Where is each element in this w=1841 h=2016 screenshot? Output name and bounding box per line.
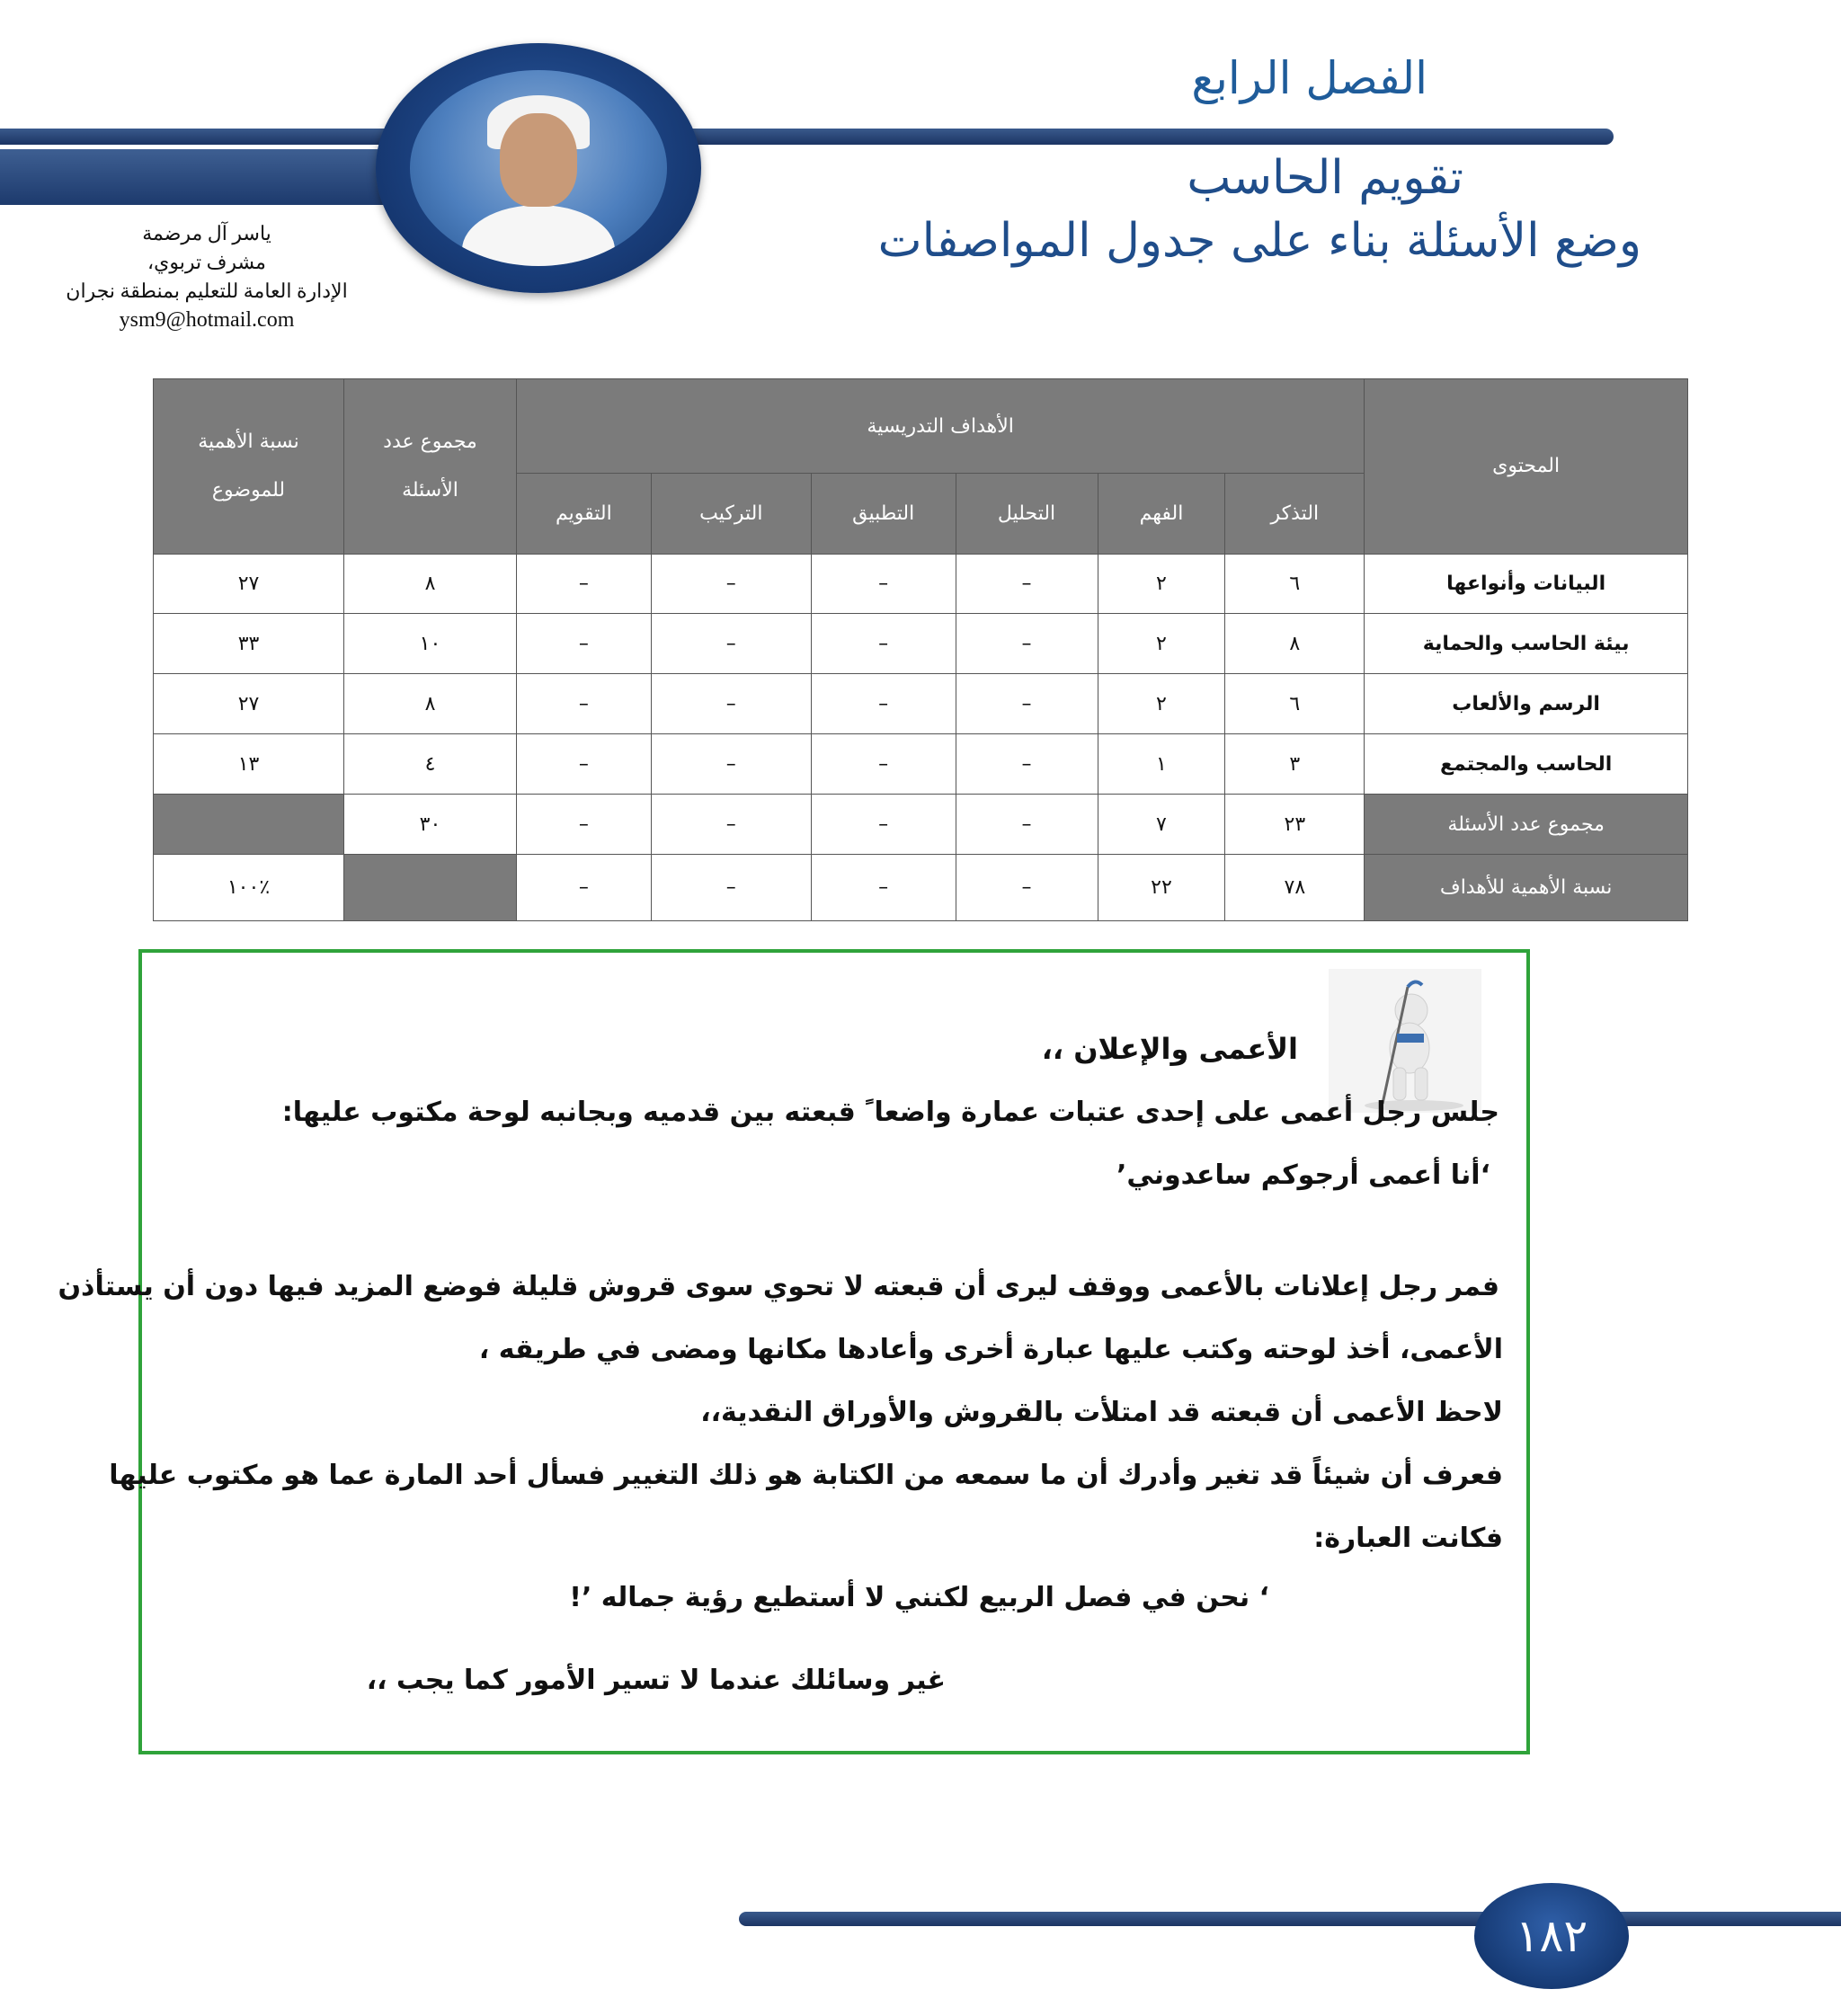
table-cell: – bbox=[811, 854, 956, 920]
table-cell: ٣٣ bbox=[154, 614, 344, 674]
author-role: مشرف تربوي، bbox=[147, 251, 266, 273]
table-cell: ٦ bbox=[1225, 674, 1365, 734]
header-importance bbox=[154, 379, 344, 555]
table-cell: ١٠ bbox=[344, 614, 517, 674]
author-portrait bbox=[376, 43, 701, 293]
row-label: الرسم والألعاب bbox=[1365, 674, 1688, 734]
table-cell: – bbox=[516, 674, 651, 734]
story-line: فمر رجل إعلانات بالأعمى ووقف ليرى أن قبعته لا تحوي سوى قروش قليلة فوضع المزيد فيها دون أن يستأذن bbox=[58, 1271, 1499, 1302]
header-objective: التذكر bbox=[1225, 474, 1365, 554]
story-line: ‘أنا أعمى أرجوكم ساعدوني’ bbox=[1116, 1159, 1490, 1191]
sum-row bbox=[154, 795, 1688, 855]
table-cell: – bbox=[516, 554, 651, 614]
table-cell: – bbox=[651, 674, 811, 734]
story-line: لاحظ الأعمى أن قبعته قد امتلأت بالقروش والأوراق النقدية،، bbox=[700, 1397, 1503, 1428]
table-row bbox=[154, 674, 1688, 734]
row-label: مجموع عدد الأسئلة bbox=[1365, 795, 1688, 855]
table-cell: ٢ bbox=[1098, 674, 1225, 734]
table-cell: ٤ bbox=[344, 734, 517, 795]
author-email: ysm9@hotmail.com bbox=[119, 308, 295, 332]
page-number: ١٨٢ bbox=[1474, 1883, 1629, 1989]
table-cell: ٨ bbox=[344, 674, 517, 734]
portrait-photo bbox=[410, 70, 667, 266]
story-line: الأعمى، أخذ لوحته وكتب عليها عبارة أخرى وأعادها مكانها ومضى في طريقه ، bbox=[478, 1334, 1503, 1365]
story-title: الأعمى والإعلان ،، bbox=[1041, 1032, 1298, 1066]
header-importance-label: نسبة الأهمية للموضوع bbox=[198, 430, 299, 502]
table-cell: – bbox=[651, 854, 811, 920]
table-cell: ٧٨ bbox=[1225, 854, 1365, 920]
table-cell: ٢ bbox=[1098, 554, 1225, 614]
row-label: بيئة الحاسب والحماية bbox=[1365, 614, 1688, 674]
header-objective: الفهم bbox=[1098, 474, 1225, 554]
story-line: ‘ نحن في فصل الربيع لكنني لا أستطيع رؤية جماله ’! bbox=[569, 1582, 1269, 1613]
author-info bbox=[63, 219, 351, 334]
table-cell: ٣٠ bbox=[344, 795, 517, 855]
table-cell: – bbox=[956, 795, 1098, 855]
row-label: البيانات وأنواعها bbox=[1365, 554, 1688, 614]
header-bar bbox=[0, 129, 1614, 145]
table-cell: – bbox=[811, 554, 956, 614]
table-cell: ١٣ bbox=[154, 734, 344, 795]
table-row bbox=[154, 614, 1688, 674]
table-cell: – bbox=[651, 734, 811, 795]
table-cell: – bbox=[516, 854, 651, 920]
header-objectives: الأهداف التدريسية bbox=[516, 379, 1364, 474]
story-box bbox=[58, 949, 1530, 1754]
figure-cane-icon bbox=[1329, 969, 1481, 1113]
header-content: المحتوى bbox=[1365, 379, 1688, 555]
table-cell: – bbox=[956, 734, 1098, 795]
table-cell: – bbox=[956, 554, 1098, 614]
table-cell: ٢ bbox=[1098, 614, 1225, 674]
table-row bbox=[154, 554, 1688, 614]
table-cell: – bbox=[516, 795, 651, 855]
table-cell: ٣ bbox=[1225, 734, 1365, 795]
row-label: الحاسب والمجتمع bbox=[1365, 734, 1688, 795]
table-cell: ١ bbox=[1098, 734, 1225, 795]
table-cell: ٢٧ bbox=[154, 554, 344, 614]
header-total bbox=[344, 379, 517, 555]
header-bar-left bbox=[0, 149, 422, 205]
story-line: جلس رجل أعمى على إحدى عتبات عمارة واضعا ً قبعته بين قدميه وبجانبه لوحة مكتوب عليها: bbox=[281, 1097, 1499, 1128]
table-cell: – bbox=[811, 614, 956, 674]
author-org: الإدارة العامة للتعليم بمنطقة نجران bbox=[66, 280, 348, 302]
pct-row bbox=[154, 854, 1688, 920]
table-cell: – bbox=[811, 795, 956, 855]
author-name: ياسر آل مرضمة bbox=[142, 222, 271, 244]
table-cell: – bbox=[956, 854, 1098, 920]
header-objective: التحليل bbox=[956, 474, 1098, 554]
table-cell: – bbox=[651, 614, 811, 674]
portrait-face bbox=[500, 113, 577, 207]
row-label: نسبة الأهمية للأهداف bbox=[1365, 854, 1688, 920]
table-cell: – bbox=[956, 674, 1098, 734]
portrait-robe bbox=[462, 205, 615, 266]
empty-cell bbox=[344, 854, 517, 920]
footer-bar bbox=[739, 1912, 1841, 1926]
story-line: غير وسائلك عندما لا تسير الأمور كما يجب ،، bbox=[366, 1665, 946, 1696]
header-total-label: مجموع عدد الأسئلة bbox=[383, 430, 477, 502]
table-cell: – bbox=[516, 734, 651, 795]
empty-cell bbox=[154, 795, 344, 855]
table-cell: – bbox=[651, 554, 811, 614]
story-line: فكانت العبارة: bbox=[1313, 1523, 1503, 1554]
table-cell: – bbox=[956, 614, 1098, 674]
table-cell: – bbox=[516, 614, 651, 674]
header-objective: التركيب bbox=[651, 474, 811, 554]
table-cell: ٪١٠٠ bbox=[154, 854, 344, 920]
table-cell: – bbox=[811, 674, 956, 734]
section-subtitle: وضع الأسئلة بناء على جدول المواصفات bbox=[877, 214, 1641, 268]
table-cell: ٨ bbox=[344, 554, 517, 614]
table-cell: – bbox=[651, 795, 811, 855]
specification-table bbox=[153, 378, 1688, 921]
header-objective: التطبيق bbox=[811, 474, 956, 554]
table-row bbox=[154, 734, 1688, 795]
header-objective: التقويم bbox=[516, 474, 651, 554]
table-cell: ٢٢ bbox=[1098, 854, 1225, 920]
table-cell: – bbox=[811, 734, 956, 795]
table-cell: ٨ bbox=[1225, 614, 1365, 674]
table-cell: ٦ bbox=[1225, 554, 1365, 614]
table-cell: ٢٣ bbox=[1225, 795, 1365, 855]
section-title: تقويم الحاسب bbox=[1187, 151, 1463, 205]
table-cell: ٧ bbox=[1098, 795, 1225, 855]
chapter-title: الفصل الرابع bbox=[1191, 52, 1427, 104]
table-cell: ٢٧ bbox=[154, 674, 344, 734]
story-line: فعرف أن شيئاً قد تغير وأدرك أن ما سمعه من الكتابة هو ذلك التغيير فسأل أحد المارة عما هو مكتوب عليها bbox=[109, 1460, 1503, 1491]
